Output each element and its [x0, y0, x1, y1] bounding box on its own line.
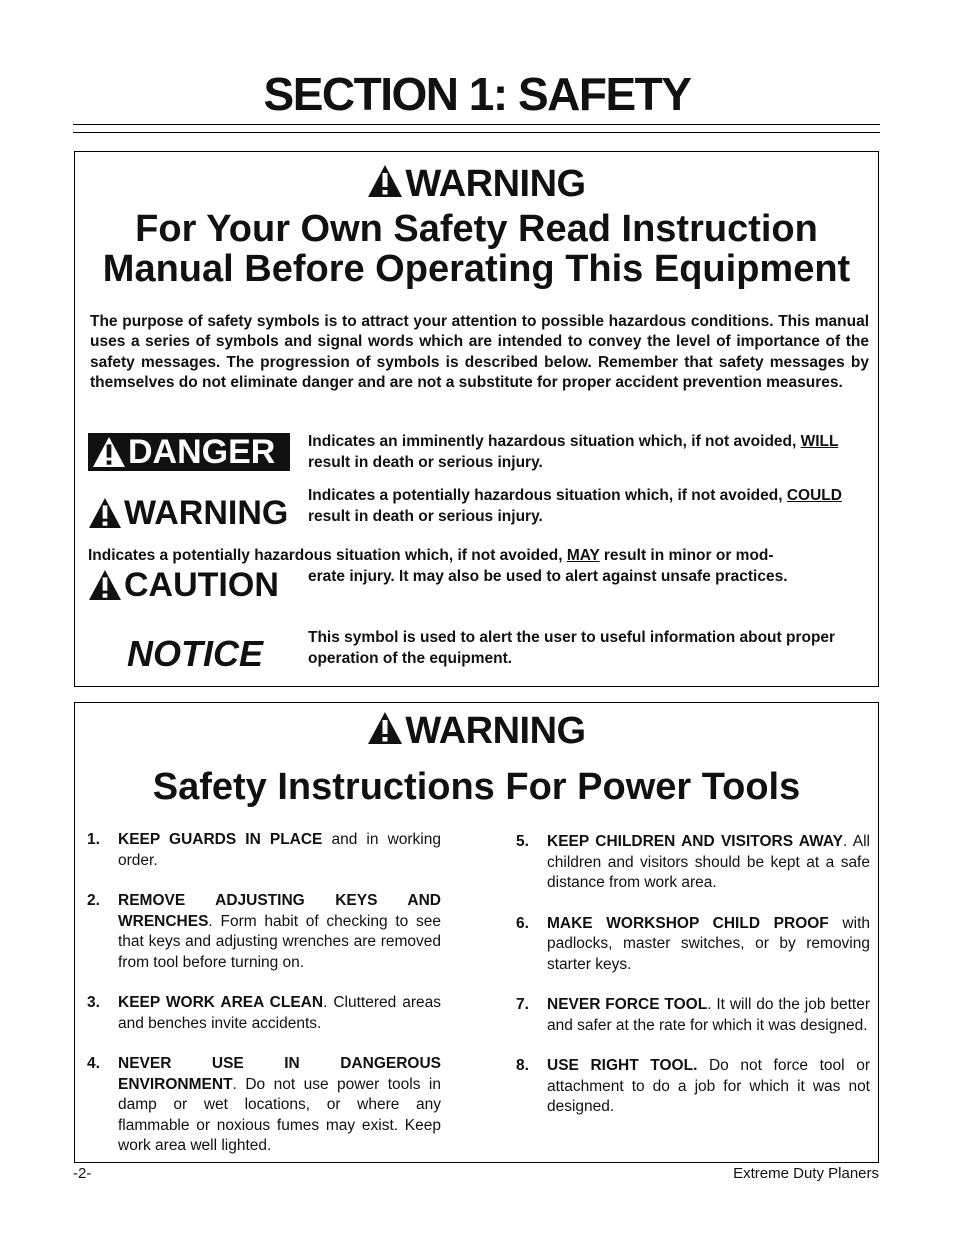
list-item	[516, 832, 870, 894]
safety-list-right	[516, 832, 870, 1138]
safety-symbols-box	[74, 151, 879, 687]
danger-triangle-icon	[92, 436, 126, 468]
list-item-text: and in working order.	[118, 831, 441, 869]
list-item-lead: NEVER FORCE TOOL	[547, 996, 708, 1013]
list-item-number: 4.	[87, 1055, 100, 1072]
page-number: -2-	[73, 1165, 92, 1182]
box1-title-line1: For Your Own Safety Read Instruction	[135, 208, 818, 250]
warning-heading-2	[75, 711, 878, 751]
list-item	[87, 830, 441, 871]
list-item-lead: REMOVE ADJUSTING KEYS AND WRENCHES	[118, 892, 441, 930]
danger-label-text: DANGER	[128, 433, 276, 471]
caution-description-line2: erate injury. It may also be used to alert against unsafe practices.	[308, 568, 788, 585]
list-item-number: 3.	[87, 994, 100, 1011]
caution-label-text: CAUTION	[124, 566, 279, 604]
warning-heading-label: WARNING	[405, 163, 586, 205]
caution-label	[88, 565, 279, 605]
notice-description: This symbol is used to alert the user to useful information about proper operation of the equipment.	[308, 629, 836, 667]
list-item-number: 6.	[516, 914, 529, 932]
list-item-text: . It will do the job better and safer at the rate for which it was designed.	[547, 996, 870, 1034]
warning-label-triangle-icon	[88, 497, 122, 529]
warning-label	[88, 493, 288, 533]
danger-keyword: WILL	[800, 433, 839, 450]
section-title: SECTION 1: SAFETY	[263, 68, 691, 120]
list-item-number: 8.	[516, 1057, 529, 1074]
box1-title-line2: Manual Before Operating This Equipment	[102, 248, 851, 290]
warning-triangle-icon	[367, 164, 403, 198]
warning-triangle-icon-2	[367, 711, 403, 745]
list-item-lead: NEVER USE IN DANGEROUS ENVIRONMENT	[118, 1055, 441, 1093]
title-rule-top	[73, 124, 880, 125]
list-item-text: . Cluttered areas and benches invite accidents.	[118, 994, 441, 1032]
caution-text-before: Indicates a potentially hazardous situation which, if not avoided,	[88, 547, 567, 564]
footer-document-title: Extreme Duty Planers	[733, 1165, 879, 1182]
box2-title: Safety Instructions For Power Tools	[152, 766, 801, 808]
list-item-text: . Do not use power tools in damp or wet locations, or where any flammable or noxious fumes may exist. Keep work area well lighted.	[118, 1075, 441, 1154]
list-item-number: 7.	[516, 996, 529, 1013]
list-item-number: 5.	[516, 833, 529, 850]
list-item	[87, 1054, 441, 1157]
list-item-lead: KEEP WORK AREA CLEAN	[118, 994, 324, 1011]
list-item-text: . All children and visitors should be kept at a safe distance from work area.	[547, 833, 870, 891]
list-item-lead: MAKE WORKSHOP CHILD PROOF	[547, 914, 829, 932]
list-item-number: 2.	[87, 892, 100, 909]
list-item-lead: KEEP GUARDS IN PLACE	[118, 831, 323, 848]
list-item-text: Do not force tool or attachment to do a job for which it was not designed.	[547, 1057, 870, 1115]
warning-label-text: WARNING	[124, 494, 289, 532]
notice-label: NOTICE	[127, 633, 264, 674]
danger-description	[308, 431, 863, 473]
list-item-number: 1.	[87, 831, 100, 848]
list-item	[516, 1056, 870, 1118]
list-item-text: . Form habit of checking to see that keys and adjusting wrenches are removed from tool before turning on.	[118, 912, 441, 971]
intro-paragraph: The purpose of safety symbols is to attract your attention to possible hazardous conditions. This manual uses a series of symbols and signal words which are intended to convey the level of importance of the safety messages. The progression of symbols is described below. Remember that safety messages by themselves do not eliminate danger and are not a substitute for proper accident prevention measures.	[90, 313, 869, 391]
danger-text-before: Indicates an imminently hazardous situation which, if not avoided,	[308, 433, 801, 450]
title-rule-bottom	[73, 132, 880, 133]
warning-heading-2-label: WARNING	[405, 710, 586, 752]
caution-triangle-icon	[88, 569, 122, 601]
list-item-lead: USE RIGHT TOOL.	[547, 1057, 698, 1074]
caution-description-line1	[88, 545, 868, 566]
danger-text-after: result in death or serious injury.	[308, 454, 543, 471]
list-item	[516, 995, 870, 1036]
warning-keyword: COULD	[786, 487, 842, 504]
list-item	[87, 993, 441, 1034]
list-item	[516, 914, 870, 976]
safety-list-left	[87, 830, 441, 1177]
caution-text-after: result in minor or mod-	[599, 547, 774, 564]
list-item	[87, 891, 441, 973]
list-item-text: with padlocks, master switches, or by removing starter keys.	[547, 914, 870, 973]
list-item-lead: KEEP CHILDREN AND VISITORS AWAY	[547, 833, 843, 850]
warning-heading	[75, 164, 878, 204]
warning-text-before: Indicates a potentially hazardous situation which, if not avoided,	[308, 487, 787, 504]
caution-keyword: MAY	[566, 547, 600, 564]
power-tools-box	[74, 702, 879, 1163]
warning-text-after: result in death or serious injury.	[308, 508, 543, 525]
danger-label	[88, 433, 290, 471]
warning-description	[308, 485, 863, 527]
